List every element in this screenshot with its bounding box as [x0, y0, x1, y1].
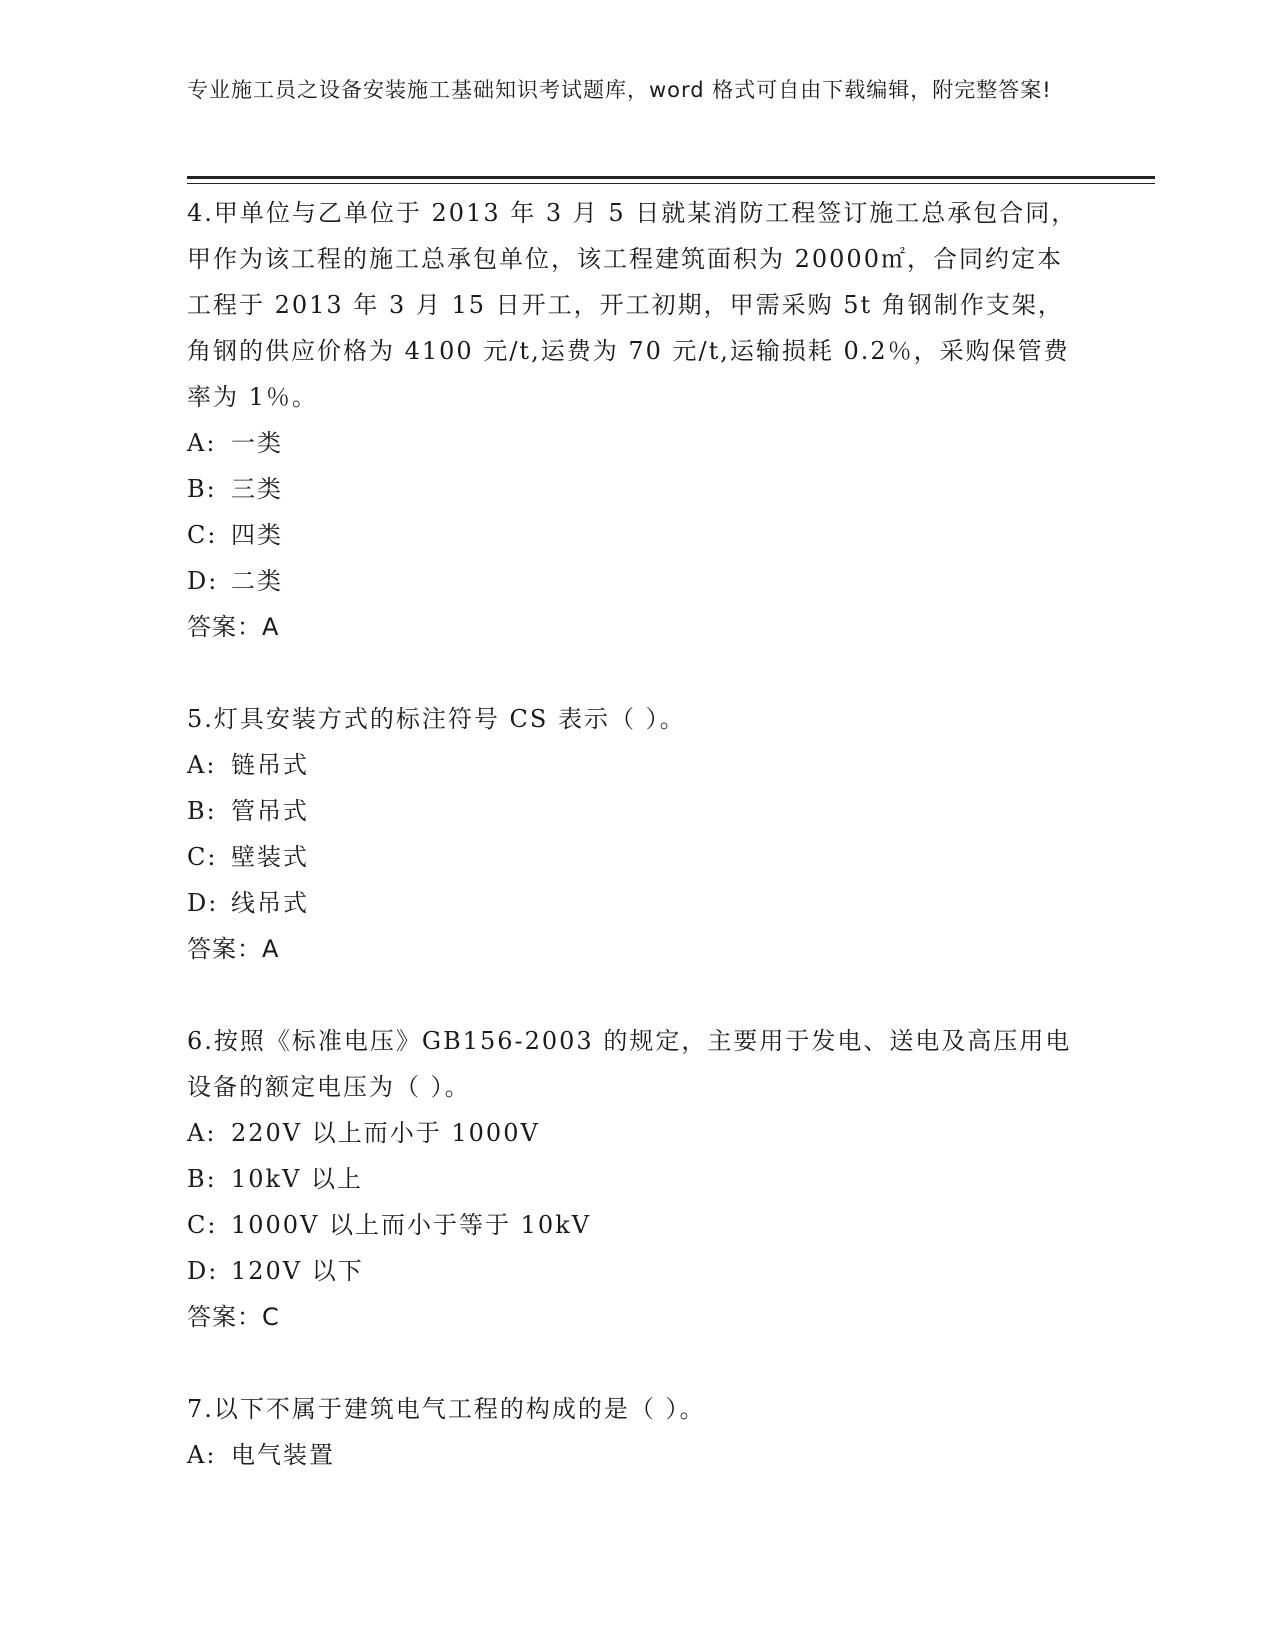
option-letter: A:	[187, 1119, 217, 1147]
header-rule-thin	[187, 183, 1155, 184]
option-letter: C:	[187, 843, 218, 871]
option-text: 四类	[231, 521, 283, 549]
question-7	[187, 1386, 1087, 1478]
question-6	[187, 1018, 1087, 1340]
option-d	[187, 880, 1087, 926]
question-stem: 5.灯具安装方式的标注符号 CS 表示（ ）。	[187, 705, 686, 733]
option-text: 壁装式	[231, 843, 309, 871]
option-d	[187, 558, 1087, 604]
document-header: 专业施工员之设备安装施工基础知识考试题库，word 格式可自由下载编辑，附完整答案!	[187, 78, 1052, 102]
option-b	[187, 788, 1087, 834]
option-text: 线吊式	[231, 889, 309, 917]
option-b	[187, 466, 1087, 512]
option-text: 三类	[231, 475, 283, 503]
option-text: 220V 以上而小于 1000V	[231, 1119, 540, 1147]
option-text: 一类	[231, 429, 283, 457]
question-list	[187, 190, 1087, 1478]
option-a	[187, 1110, 1087, 1156]
option-text: 管吊式	[231, 797, 309, 825]
option-text: 120V 以下	[231, 1257, 364, 1285]
option-d	[187, 1248, 1087, 1294]
option-letter: C:	[187, 1211, 218, 1239]
option-letter: C:	[187, 521, 218, 549]
option-letter: D:	[187, 889, 219, 917]
option-letter: B:	[187, 1165, 217, 1193]
option-c	[187, 834, 1087, 880]
answer-line: 答案：A	[187, 935, 280, 963]
option-letter: A:	[187, 751, 217, 779]
option-text: 10kV 以上	[231, 1165, 364, 1193]
option-c	[187, 1202, 1087, 1248]
option-a	[187, 1432, 1087, 1478]
option-letter: A:	[187, 429, 217, 457]
option-letter: D:	[187, 567, 219, 595]
option-b	[187, 1156, 1087, 1202]
option-letter: D:	[187, 1257, 219, 1285]
answer-line: 答案：A	[187, 613, 280, 641]
option-text: 链吊式	[231, 751, 309, 779]
option-letter: B:	[187, 797, 217, 825]
option-a	[187, 742, 1087, 788]
question-stem: 7.以下不属于建筑电气工程的构成的是（ ）。	[187, 1395, 706, 1423]
option-c	[187, 512, 1087, 558]
header-rule-thick	[187, 176, 1155, 179]
question-stem: 6.按照《标准电压》GB156-2003 的规定，主要用于发电、送电及高压用电设备的额定电压为（ ）。	[187, 1027, 1072, 1101]
option-a	[187, 420, 1087, 466]
option-letter: B:	[187, 475, 217, 503]
option-text: 电气装置	[231, 1441, 335, 1469]
question-5	[187, 696, 1087, 972]
answer-line: 答案：C	[187, 1303, 280, 1331]
question-stem: 4.甲单位与乙单位于 2013 年 3 月 5 日就某消防工程签订施工总承包合同，甲作为该工程的施工总承包单位，该工程建筑面积为 20000㎡，合同约定本工程于 2013 年 3 月 15 日开工，开工初期，甲需采购 5t 角钢制作支架，角钢的供应价格为 4100 元/t,运费为 70 元/t,运输损耗 0.2％，采购保管费率为 1％。	[187, 199, 1078, 411]
question-4	[187, 190, 1087, 650]
option-text: 二类	[231, 567, 283, 595]
option-letter: A:	[187, 1441, 217, 1469]
option-text: 1000V 以上而小于等于 10kV	[231, 1211, 592, 1239]
